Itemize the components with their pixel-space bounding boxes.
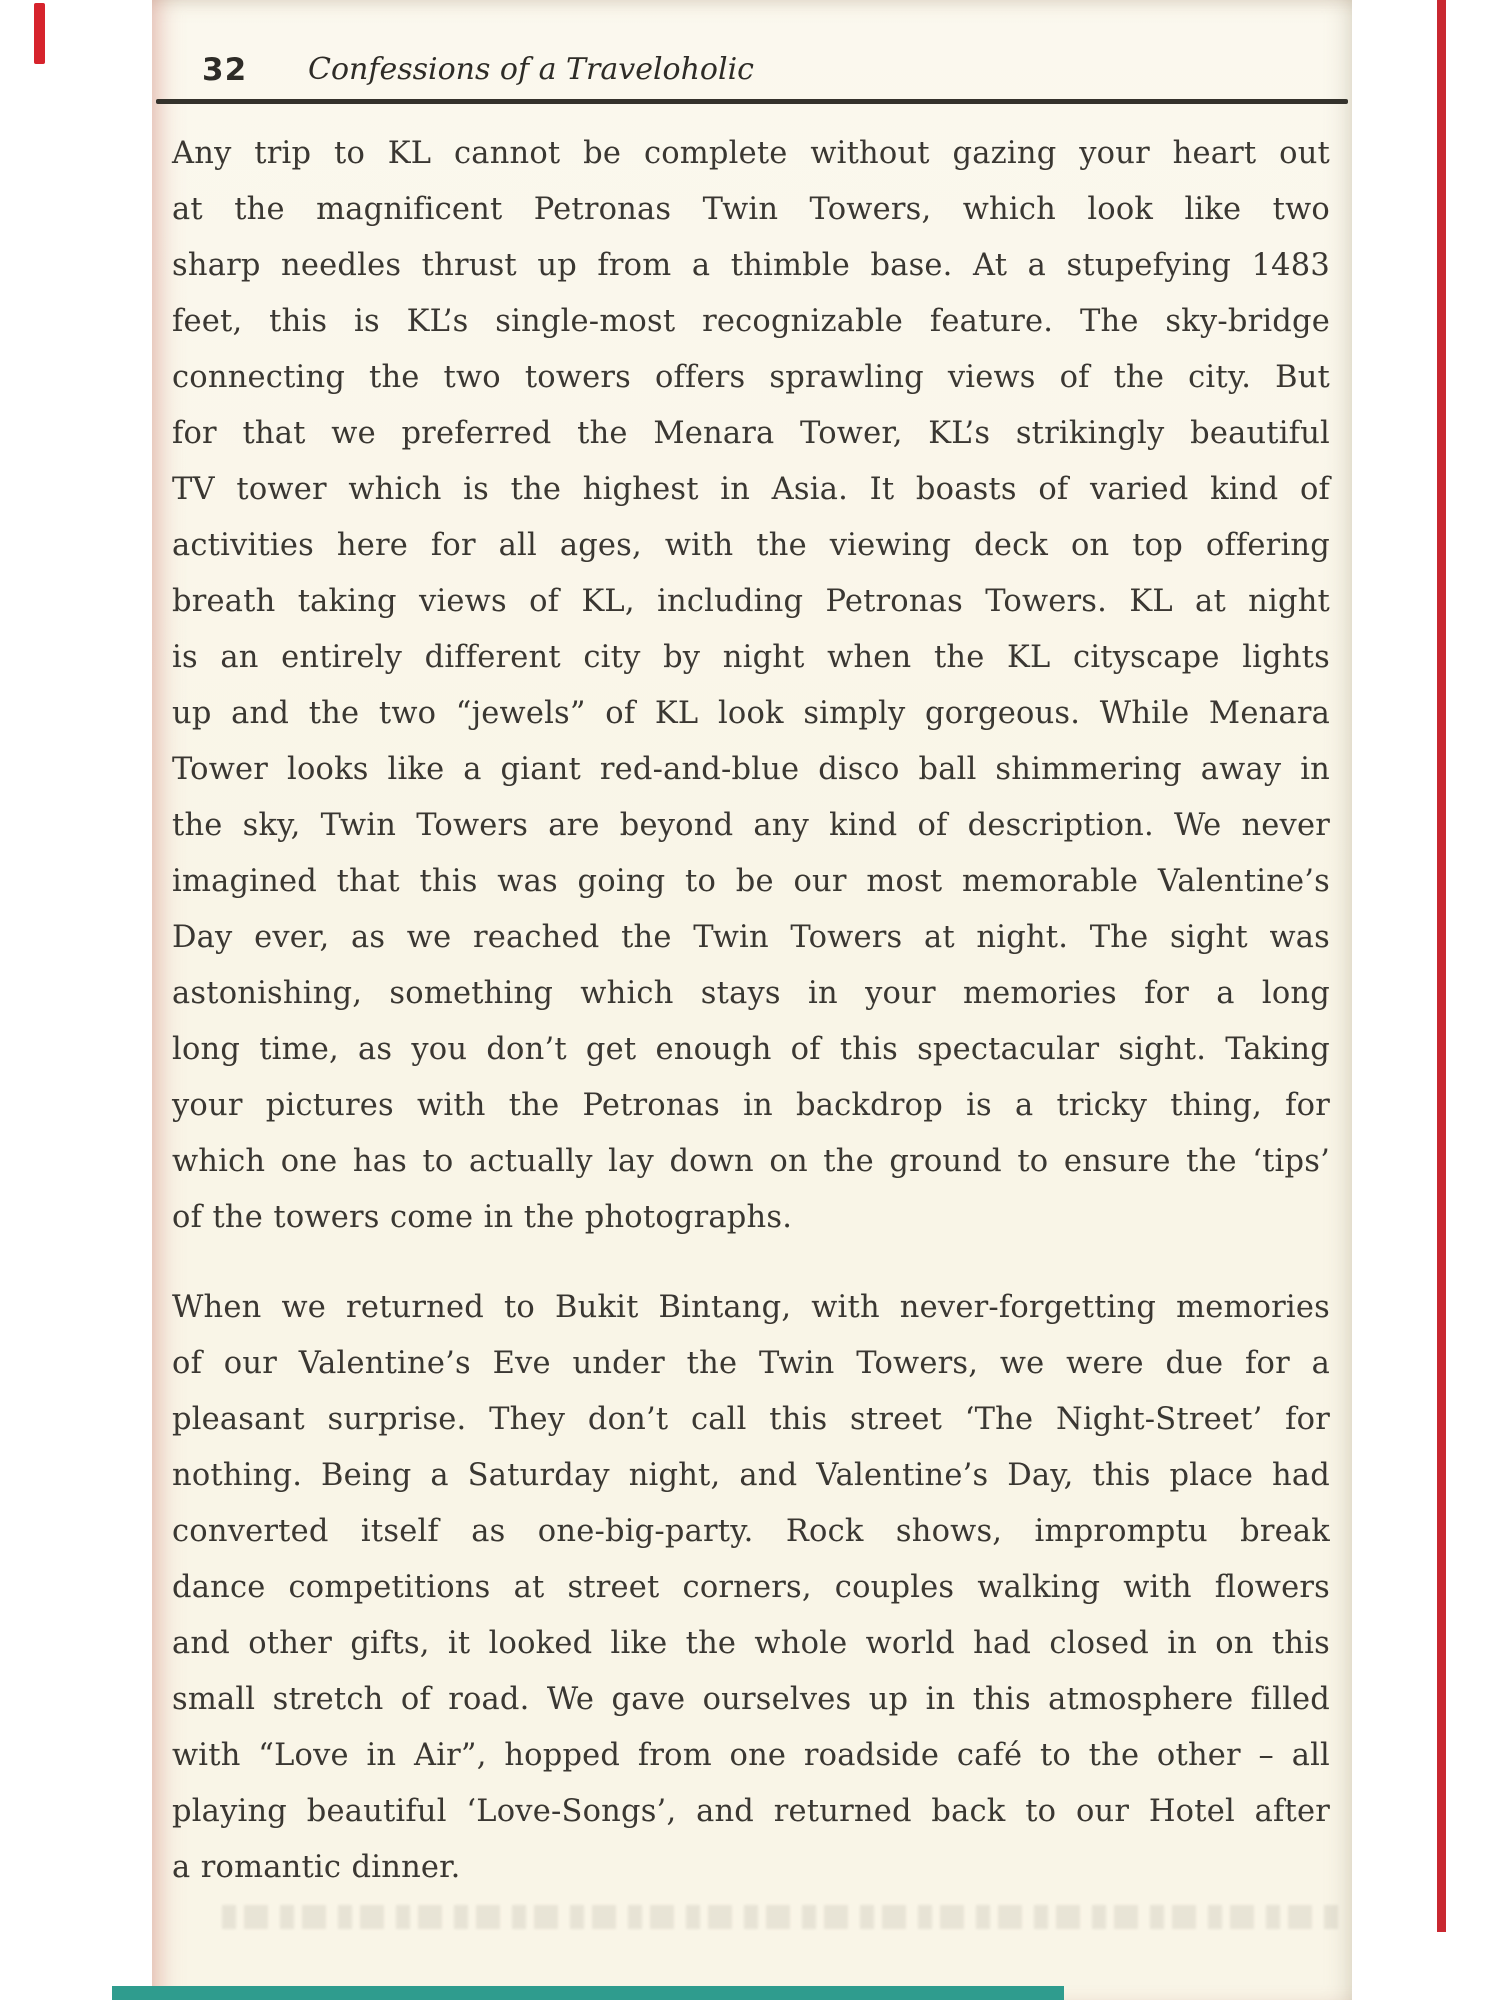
print-bleedthrough-texture <box>222 1905 1342 1929</box>
paragraph <box>172 126 1330 1246</box>
text-line: When we returned to Bukit Bintang, with never-forgetting memories <box>172 1290 1330 1325</box>
text-line: and other gifts, it looked like the whole world had closed in on this <box>172 1626 1330 1661</box>
text-line: with “Love in Air”, hopped from one roadside café to the other – all <box>172 1738 1330 1773</box>
text-line: playing beautiful ‘Love-Songs’, and returned back to our Hotel after <box>172 1794 1330 1829</box>
text-line: for that we preferred the Menara Tower, KL’s strikingly beautiful <box>172 416 1330 451</box>
text-line: dance competitions at street corners, couples walking with flowers <box>172 1570 1330 1605</box>
header-rule <box>156 99 1348 104</box>
text-line: of our Valentine’s Eve under the Twin Towers, we were due for a <box>172 1346 1330 1381</box>
text-line: Tower looks like a giant red-and-blue disco ball shimmering away in <box>172 752 1330 787</box>
text-line: activities here for all ages, with the viewing deck on top offering <box>172 528 1330 563</box>
text-line: converted itself as one-big-party. Rock shows, impromptu break <box>172 1514 1330 1549</box>
text-line: astonishing, something which stays in your memories for a long <box>172 976 1330 1011</box>
scan-artifact-red-line <box>1437 0 1446 1932</box>
text-line: breath taking views of KL, including Petronas Towers. KL at night <box>172 584 1330 619</box>
paragraph <box>172 1280 1330 1896</box>
text-line: imagined that this was going to be our most memorable Valentine’s <box>172 864 1330 899</box>
text-line: TV tower which is the highest in Asia. It boasts of varied kind of <box>172 472 1330 507</box>
text-line: nothing. Being a Saturday night, and Valentine’s Day, this place had <box>172 1458 1330 1493</box>
paper-page <box>152 0 1352 2000</box>
text-line: the sky, Twin Towers are beyond any kind of description. We never <box>172 808 1330 843</box>
text-line: pleasant surprise. They don’t call this street ‘The Night-Street’ for <box>172 1402 1330 1437</box>
text-line: Day ever, as we reached the Twin Towers at night. The sight was <box>172 920 1330 955</box>
page-number: 32 <box>202 52 248 88</box>
text-line: sharp needles thrust up from a thimble base. At a stupefying 1483 <box>172 248 1330 283</box>
scan-artifact-red-mark <box>34 3 45 64</box>
text-line: long time, as you don’t get enough of this spectacular sight. Taking <box>172 1032 1330 1067</box>
text-line: is an entirely different city by night when the KL cityscape lights <box>172 640 1330 675</box>
text-line: of the towers come in the photographs. <box>172 1200 793 1235</box>
text-line: which one has to actually lay down on the ground to ensure the ‘tips’ <box>172 1144 1330 1179</box>
text-line: a romantic dinner. <box>172 1850 461 1885</box>
text-line: at the magnificent Petronas Twin Towers, which look like two <box>172 192 1330 227</box>
text-line: connecting the two towers offers sprawling views of the city. But <box>172 360 1330 395</box>
text-line: Any trip to KL cannot be complete without gazing your heart out <box>172 136 1330 171</box>
body-text <box>172 126 1330 1896</box>
book-title: Confessions of a Traveloholic <box>308 52 754 87</box>
text-line: your pictures with the Petronas in backdrop is a tricky thing, for <box>172 1088 1330 1123</box>
text-line: small stretch of road. We gave ourselves up in this atmosphere filled <box>172 1682 1330 1717</box>
text-line: up and the two “jewels” of KL look simply gorgeous. While Menara <box>172 696 1330 731</box>
scan-artifact-teal-bar <box>112 1986 1064 2000</box>
text-line: feet, this is KL’s single-most recognizable feature. The sky-bridge <box>172 304 1330 339</box>
